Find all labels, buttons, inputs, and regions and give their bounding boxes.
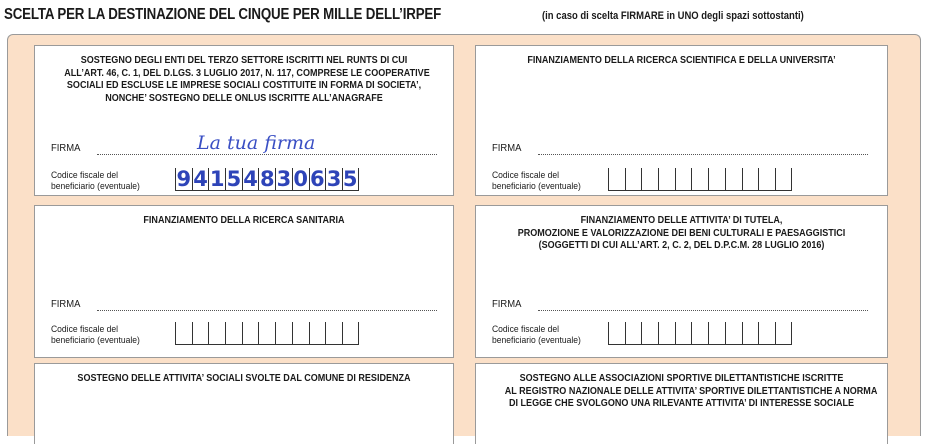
firma-label: FIRMA [51,298,81,310]
signature-value: La tua firma [197,132,316,154]
box-heading: SOSTEGNO DEGLI ENTI DEL TERZO SETTORE ISCRITTI NEL RUNTS DI CUI ALL’ART. 46, C. 1, DEL D.LGS. 3 LUGLIO 2017, N. 117, COMPRESE LE COOPERATIVE SOCIALI ED ESCLUSE LE IMPRESE SOCIALI COSTITUITE IN FORMA DI SOCIETA’, NONCHE’ SOSTEGNO DELLE ONLUS ISCRITTE ALL’ANAGRAFE [64,54,430,104]
cf-digit [342,322,359,344]
box-beni-culturali [475,205,888,358]
codice-fiscale-input[interactable] [175,322,359,345]
cf-digit [675,322,692,344]
five-per-mille-panel [7,34,921,436]
cf-digit [225,322,242,344]
box-heading: SOSTEGNO DELLE ATTIVITA’ SOCIALI SVOLTE DAL COMUNE DI RESIDENZA [77,372,411,384]
firma-label: FIRMA [492,298,522,310]
cf-digit: 3 [276,167,292,191]
box-heading: FINANZIAMENTO DELLE ATTIVITA’ DI TUTELA, PROMOZIONE E VALORIZZAZIONE DEI BENI CULTURALI E PAESAGGISTICI (SOGGETTI DI CUI ALL’ART. 2, C. 2, DEL D.P.C.M. 28 LUGLIO 2016) [517,214,846,251]
cf-digit [258,322,275,344]
box-ricerca-sanitaria [34,205,454,358]
codice-fiscale-label: Codice fiscale del beneficiario (eventuale) [492,324,581,346]
cf-digit [292,322,309,344]
cf-digit [658,322,675,344]
cf-digit: 5 [226,167,242,191]
cf-digit [675,168,692,190]
cf-digit [691,168,708,190]
box-heading: SOSTEGNO ALLE ASSOCIAZIONI SPORTIVE DILETTANTISTICHE ISCRITTE AL REGISTRO NAZIONALE DELLE ATTIVITA’ SPORTIVE DILETTANTISTICHE A NORMA DI LEGGE CHE SVOLGONO UNA RILEVANTE ATTIVITA’ DI INTERESSE SOCIALE [504,372,878,409]
signature-field[interactable] [538,310,868,311]
cf-digit [208,322,225,344]
codice-fiscale-label: Codice fiscale del beneficiario (eventuale) [51,170,140,192]
form-subtitle: (in caso di scelta FIRMARE in UNO degli spazi sottostanti) [542,10,804,22]
firma-label: FIRMA [51,142,81,154]
cf-digit [608,322,625,344]
cf-digit [641,322,658,344]
cf-digit [275,322,292,344]
form-title-bar [4,6,922,30]
signature-field[interactable] [538,154,868,155]
cf-digit: 4 [243,167,258,191]
box-ricerca-scientifica [475,45,888,196]
codice-fiscale-input[interactable] [608,322,792,345]
box-heading: FINANZIAMENTO DELLA RICERCA SCIENTIFICA E DELLA UNIVERSITA’ [527,54,836,66]
cf-digit [775,322,792,344]
box-terzo-settore [34,45,454,196]
cf-digit: 8 [259,167,275,191]
cf-digit [725,168,742,190]
cf-digit [742,168,759,190]
box-comune-residenza [34,363,454,444]
cf-digit [325,322,342,344]
cf-digit: 5 [342,167,358,191]
cf-digit: 6 [310,167,325,191]
cf-digit: 4 [193,167,208,191]
cf-digit [625,322,642,344]
cf-digit: 9 [176,167,192,191]
codice-fiscale-input[interactable] [608,168,792,191]
cf-digit [242,322,259,344]
signature-field[interactable] [97,154,437,155]
cf-digit [625,168,642,190]
cf-digit [708,322,725,344]
cf-digit [641,168,658,190]
box-associazioni-sportive [475,363,888,444]
cf-digit [758,168,775,190]
cf-digit: 0 [293,167,308,191]
cf-digit: 1 [209,167,225,191]
cf-digit [775,168,792,190]
cf-digit [192,322,209,344]
signature-field[interactable] [97,310,437,311]
codice-fiscale-label: Codice fiscale del beneficiario (eventuale) [492,170,581,192]
form-title: SCELTA PER LA DESTINAZIONE DEL CINQUE PER MILLE DELL’IRPEF [4,6,442,23]
cf-digit [758,322,775,344]
box-heading: FINANZIAMENTO DELLA RICERCA SANITARIA [143,214,345,226]
cf-digit [708,168,725,190]
cf-digit [691,322,708,344]
firma-label: FIRMA [492,142,522,154]
cf-digit [725,322,742,344]
cf-digit [742,322,759,344]
codice-fiscale-input[interactable] [175,168,359,191]
cf-digit [658,168,675,190]
cf-digit [309,322,326,344]
codice-fiscale-label: Codice fiscale del beneficiario (eventuale) [51,324,140,346]
cf-digit [175,322,192,344]
cf-digit [608,168,625,190]
cf-digit: 3 [326,167,342,191]
